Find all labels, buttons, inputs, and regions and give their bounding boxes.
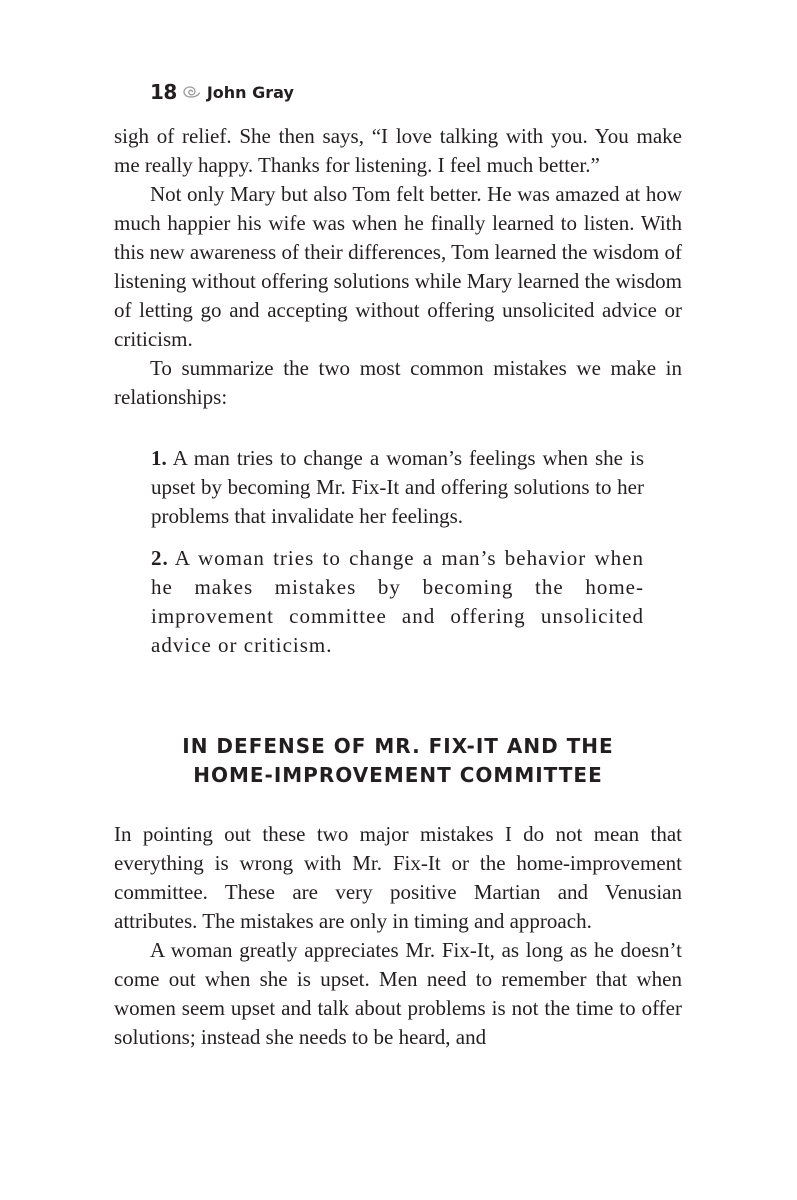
section-heading-line: IN DEFENSE OF MR. FIX-IT AND THE bbox=[182, 734, 614, 758]
list-item-number: 1. bbox=[151, 446, 167, 470]
author-name: John Gray bbox=[206, 82, 294, 102]
spiral-ornament-icon bbox=[181, 84, 201, 100]
paragraph: Not only Mary but also Tom felt better. He was amazed at how much happier his wife was when he finally learned to listen. With this new awareness of their differences, Tom learned the wisdom of listening without offering solutions while Mary learned the wisdom of letting go and accepting without offering unsolicited advice or criticism. bbox=[114, 182, 682, 351]
paragraph-continued: sigh of relief. She then says, “I love talking with you. You make me really happy. Thanks for listening. I feel much better.” bbox=[114, 124, 682, 177]
section-heading bbox=[114, 732, 682, 790]
body-text bbox=[114, 122, 682, 1052]
mistakes-list bbox=[151, 444, 644, 660]
list-item bbox=[151, 544, 644, 660]
section-heading-line: HOME-IMPROVEMENT COMMITTEE bbox=[193, 763, 603, 787]
running-head bbox=[150, 80, 294, 104]
list-item-number: 2. bbox=[151, 546, 169, 570]
paragraph: To summarize the two most common mistakes we make in relationships: bbox=[114, 356, 682, 409]
paragraph: In pointing out these two major mistakes I do not mean that everything is wrong with Mr. Fix-It or the home-improvement committee. These are very positive Martian and Venusian attributes. The mistakes are only in timing and approach. bbox=[114, 822, 682, 933]
page-number: 18 bbox=[150, 80, 177, 104]
list-item-text: A woman tries to change a man’s behavior when he makes mistakes by becoming the home-improvement committee and offering unsolicited advice or criticism. bbox=[151, 546, 644, 657]
paragraph: A woman greatly appreciates Mr. Fix-It, as long as he doesn’t come out when she is upset. Men need to remember that when women seem upset and talk about problems is not the time to offer solutions; instead she needs to be heard, and bbox=[114, 938, 682, 1049]
list-item bbox=[151, 444, 644, 531]
list-item-text: A man tries to change a woman’s feelings when she is upset by becoming Mr. Fix-It and offering solutions to her problems that invalidate her feelings. bbox=[151, 446, 644, 528]
